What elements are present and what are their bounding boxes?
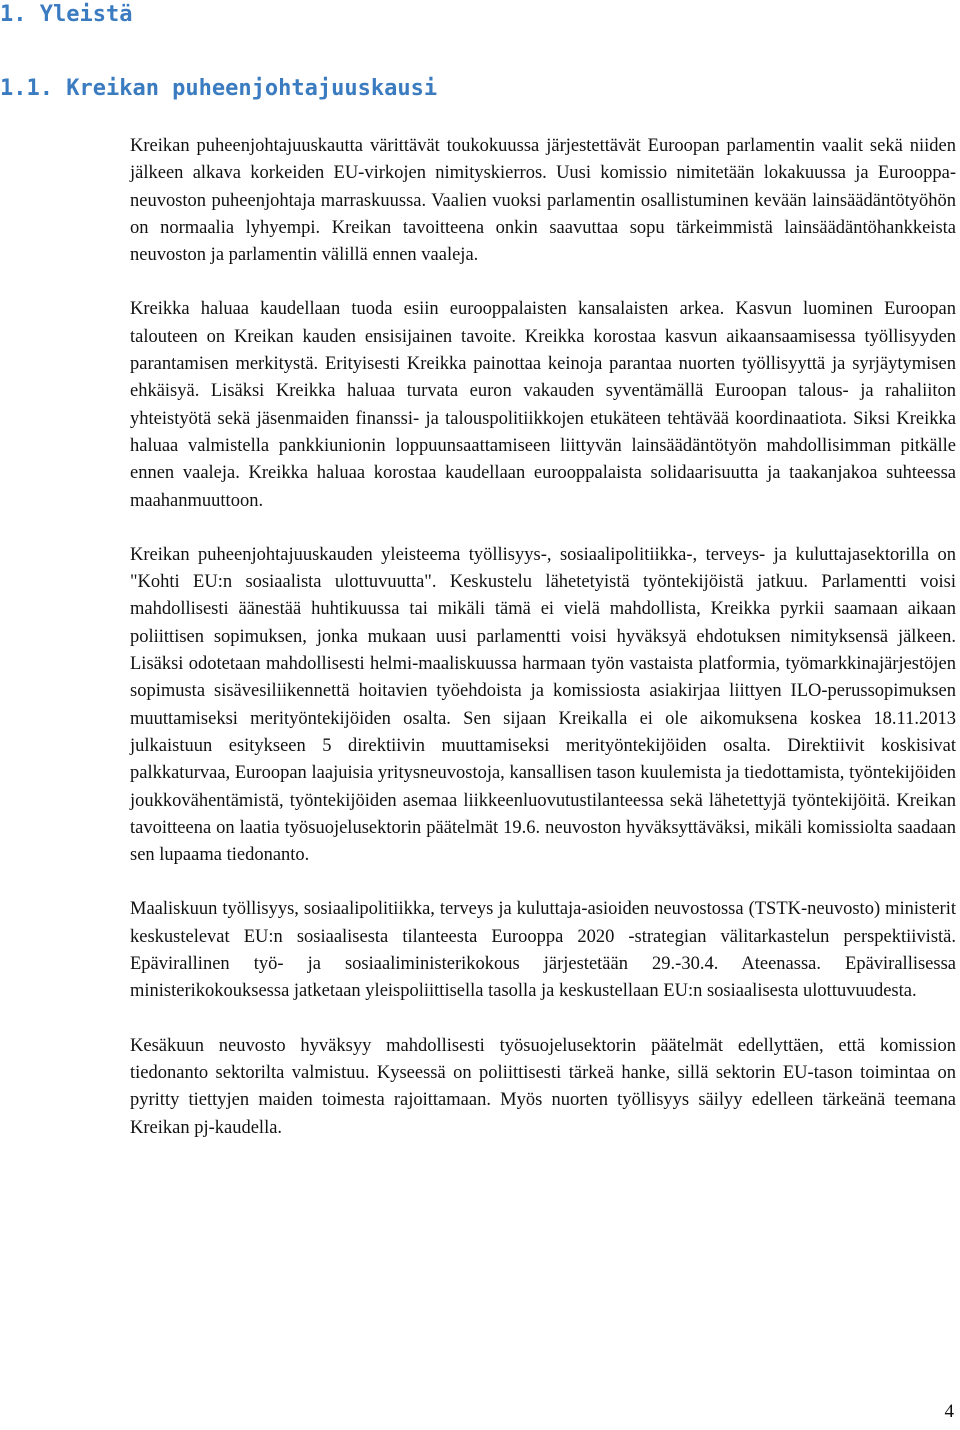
paragraph-4: Maaliskuun työllisyys, sosiaalipolitiikka, terveys ja kuluttaja-asioiden neuvostossa (TSTK-neuvosto) ministerit keskustelevat EU:n sosiaalisesta tilanteesta Eurooppa 2020 -strategian välitarkastelun perspektiivistä. Epävirallinen työ- ja sosiaaliministerikokous järjestetään 29.-30.4. Ateenassa. Epävirallisessa ministerikokouksessa jatketaan yleispoliittisella tasolla ja keskustellaan EU:n sosiaalisesta ulottuvuudesta. bbox=[130, 899, 956, 1002]
section-heading: 1. Yleistä bbox=[0, 2, 133, 27]
paragraph-1: Kreikan puheenjohtajuuskautta värittävät toukokuussa järjestettävät Euroopan parlamentin vaalit sekä niiden jälkeen alkava korkeiden EU-virkojen nimityskierros. Uusi komissio nimitetään lokakuussa ja Eurooppa-neuvoston puheenjohtaja marraskuussa. Vaalien vuoksi parlamentin osallistuminen kevään lainsäädäntötyöhön on normaalia lyhyempi. Kreikan tavoitteena onkin saavuttaa sopu tärkeimmistä lainsäädäntöhankkeista neuvoston ja parlamentin välillä ennen vaaleja. bbox=[130, 136, 956, 266]
paragraph-3: Kreikan puheenjohtajuuskauden yleisteema työllisyys-, sosiaalipolitiikka-, terveys- ja kuluttajasektorilla on "Kohti EU:n sosiaalista ulottuvuutta". Keskustelu lähetetyistä työntekijöistä jatkuu. Parlamentti voisi mahdollisesti äänestää huhtikuussa tai mikäli tämä ei vielä mahdollista, Kreikka pyrkii saamaan aikaan poliittisen sopimuksen, jonka mukaan uusi parlamentti voisi hyväksyä ehdotuksen nimityksensä jälkeen. Lisäksi odotetaan mahdollisesti helmi-maaliskuussa harmaan työn vastaista platformia, työmarkkinajärjestöjen sopimusta sisävesiliikennettä hoitavien työehdoista ja komissiosta asiakirjaa liittyen ILO-perussopimuksen muuttamiseksi merityöntekijöiden osalta. Sen sijaan Kreikalla ei ole aikomuksena koskea 18.11.2013 julkaistuun esitykseen 5 direktiivin muuttamiseksi merityöntekijöiden osalta. Direktiivit koskisivat palkkaturvaa, Euroopan laajuisia yritysneuvostoja, kansallisen tason kuulemista ja tiedottamista, työntekijöiden joukkovähentämistä, työntekijöiden asemaa liikkeenluovutustilanteessa sekä lähetettyjä työntekijöitä. Kreikan tavoitteena on laatia työsuojelusektorin päätelmät 19.6. neuvoston hyväksyttäväksi, mikäli komissiolta saadaan sen lupaama tiedonanto. bbox=[130, 544, 956, 866]
body-text bbox=[130, 133, 956, 1142]
page-number: 4 bbox=[944, 1401, 954, 1422]
paragraph-2: Kreikka haluaa kaudellaan tuoda esiin eurooppalaisten kansalaisten arkea. Kasvun luominen Euroopan talouteen on Kreikan kauden ensisijainen tavoite. Kreikka korostaa kasvun aikaansaamisessa työllisyyden parantamisen merkitystä. Erityisesti Kreikka painottaa keinoja parantaa nuorten työllisyyttä ja syrjäytymisen ehkäisyä. Lisäksi Kreikka haluaa turvata euron vakauden syventämällä Euroopan talous- ja rahaliiton yhteistyötä sekä jäsenmaiden finanssi- ja talouspolitiikkojen etukäteen tehtävää koordinaatiota. Siksi Kreikka haluaa valmistella pankkiunionin loppuunsaattamiseen liittyvän lainsäädäntötyön mahdollisimman pitkälle ennen vaaleja. Kreikka haluaa korostaa kaudellaan eurooppalaista solidaarisuutta ja taakanjakoa suhteessa maahanmuuttoon. bbox=[130, 299, 956, 511]
paragraph-5: Kesäkuun neuvosto hyväksyy mahdollisesti työsuojelusektorin päätelmät edellyttäen, että komission tiedonanto sektorilta valmistuu. Kyseessä on poliittisesti tärkeä hanke, sillä sektorin EU-tason toimintaa on pyritty tiettyjen maiden toimesta rajoittamaan. Myös nuorten työllisyys säilyy edelleen tärkeänä teemana Kreikan pj-kaudella. bbox=[130, 1035, 956, 1138]
subsection-heading: 1.1. Kreikan puheenjohtajuuskausi bbox=[0, 76, 438, 101]
